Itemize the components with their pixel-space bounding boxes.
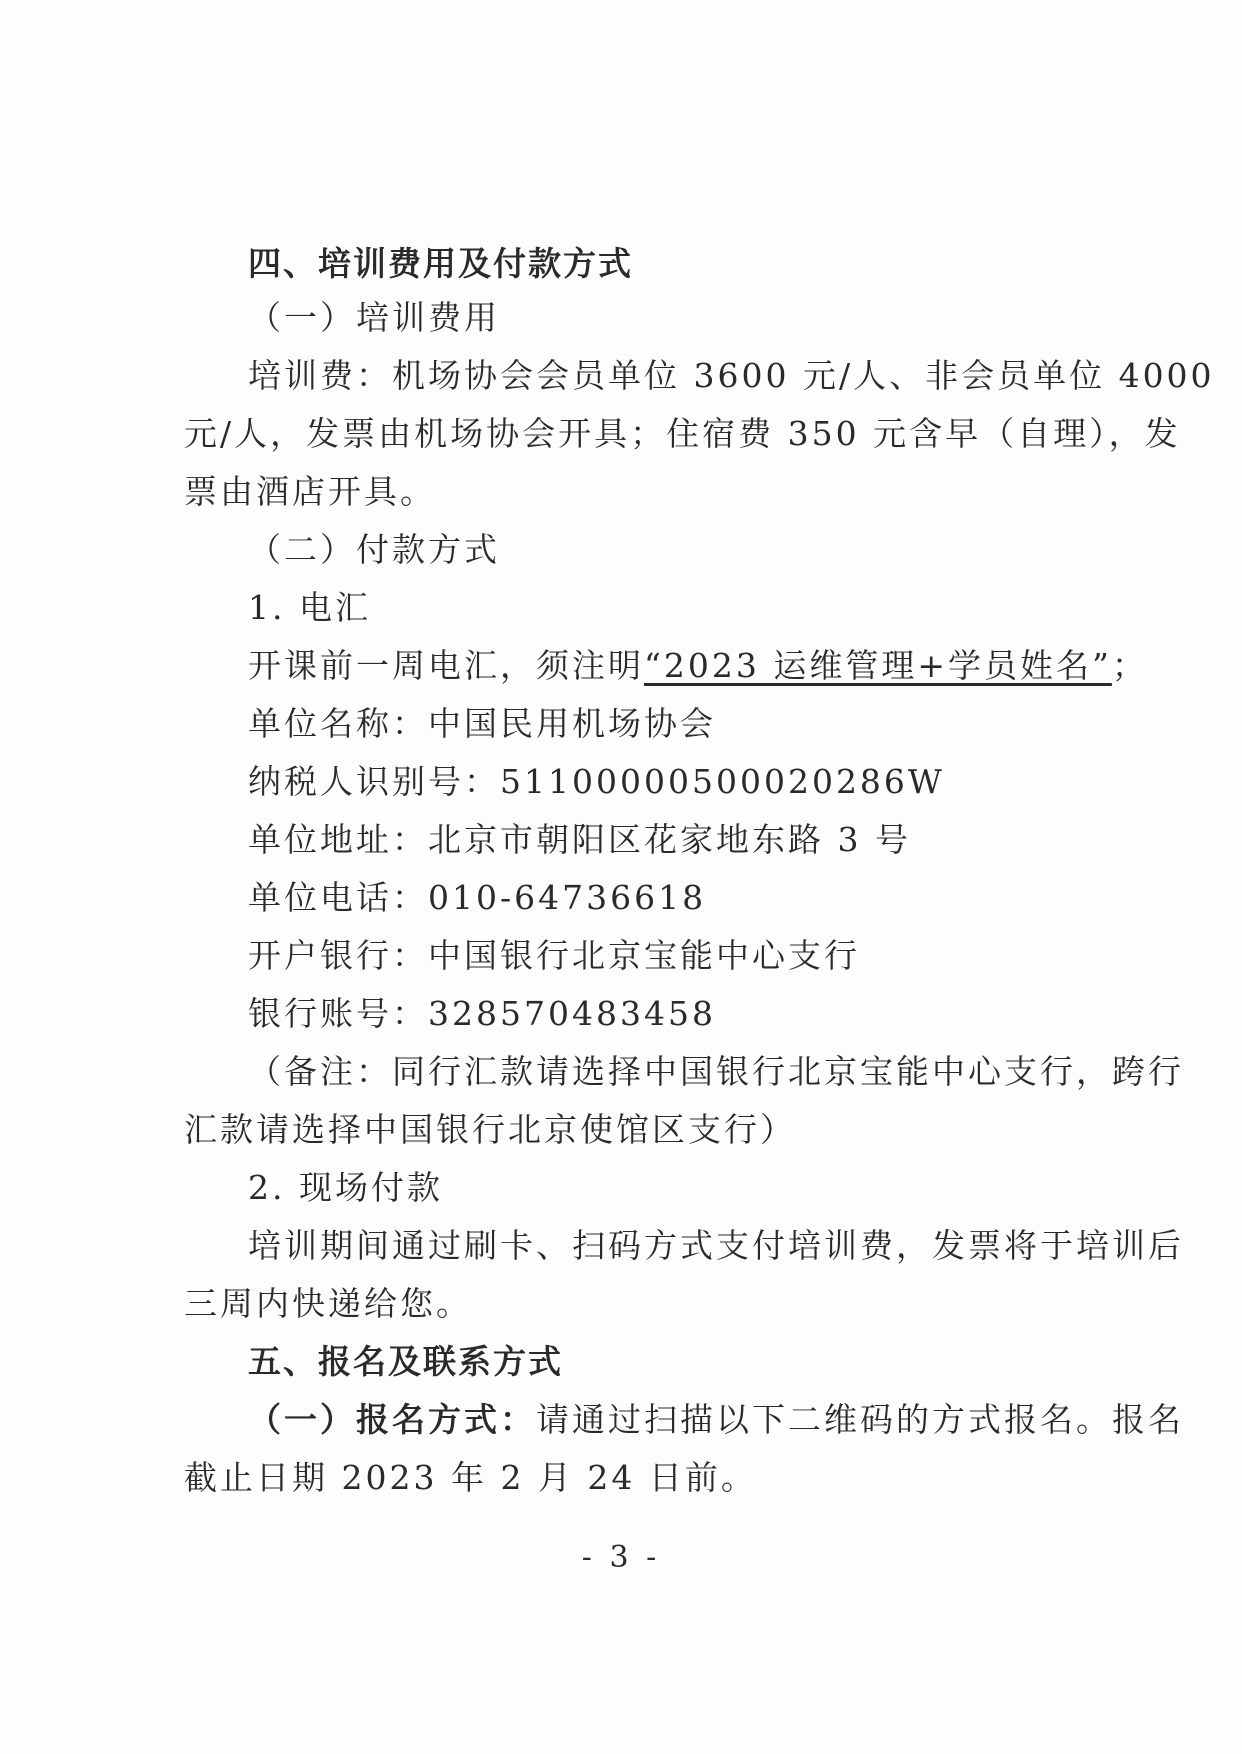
fee-line-3: 票由酒店开具。 bbox=[184, 472, 436, 511]
registration-deadline: 截止日期 2023 年 2 月 24 日前。 bbox=[184, 1458, 757, 1497]
section-4-sub2-title: （二）付款方式 bbox=[248, 530, 500, 569]
tax-id: 纳税人识别号：51100000500020286W bbox=[248, 762, 945, 801]
wire-note-prefix: 开课前一周电汇，须注明 bbox=[248, 646, 644, 685]
section-4-sub1-title: （一）培训费用 bbox=[248, 298, 500, 337]
registration-method bbox=[248, 1400, 1184, 1440]
wire-transfer-note bbox=[248, 646, 1148, 686]
onsite-line-2: 三周内快递给您。 bbox=[184, 1284, 472, 1323]
page-number: - 3 - bbox=[581, 1540, 661, 1575]
fee-line-2: 元/人，发票由机场协会开具；住宿费 350 元含早（自理），发 bbox=[184, 414, 1181, 453]
registration-text: 请通过扫描以下二维码的方式报名。报名 bbox=[536, 1400, 1184, 1439]
wire-note-suffix: ； bbox=[1111, 646, 1148, 685]
wire-note-quote: “2023 运维管理+学员姓名” bbox=[644, 646, 1112, 685]
unit-name: 单位名称：中国民用机场协会 bbox=[248, 704, 716, 743]
onsite-payment-title: 2. 现场付款 bbox=[248, 1168, 443, 1207]
onsite-line-1: 培训期间通过刷卡、扫码方式支付培训费，发票将于培训后 bbox=[248, 1226, 1184, 1265]
registration-label: （一）报名方式： bbox=[248, 1400, 536, 1439]
bank-account: 银行账号：328570483458 bbox=[248, 994, 716, 1033]
section-5-title: 五、报名及联系方式 bbox=[248, 1342, 563, 1381]
section-4-title: 四、培训费用及付款方式 bbox=[248, 244, 633, 283]
remark-line-1: （备注：同行汇款请选择中国银行北京宝能中心支行，跨行 bbox=[248, 1052, 1184, 1091]
fee-line-1: 培训费：机场协会会员单位 3600 元/人、非会员单位 4000 bbox=[248, 356, 1215, 395]
remark-line-2: 汇款请选择中国银行北京使馆区支行） bbox=[184, 1110, 796, 1149]
unit-address: 单位地址：北京市朝阳区花家地东路 3 号 bbox=[248, 820, 911, 859]
wire-transfer-title: 1. 电汇 bbox=[248, 588, 371, 627]
unit-phone: 单位电话：010-64736618 bbox=[248, 878, 707, 917]
bank-name: 开户银行：中国银行北京宝能中心支行 bbox=[248, 936, 860, 975]
